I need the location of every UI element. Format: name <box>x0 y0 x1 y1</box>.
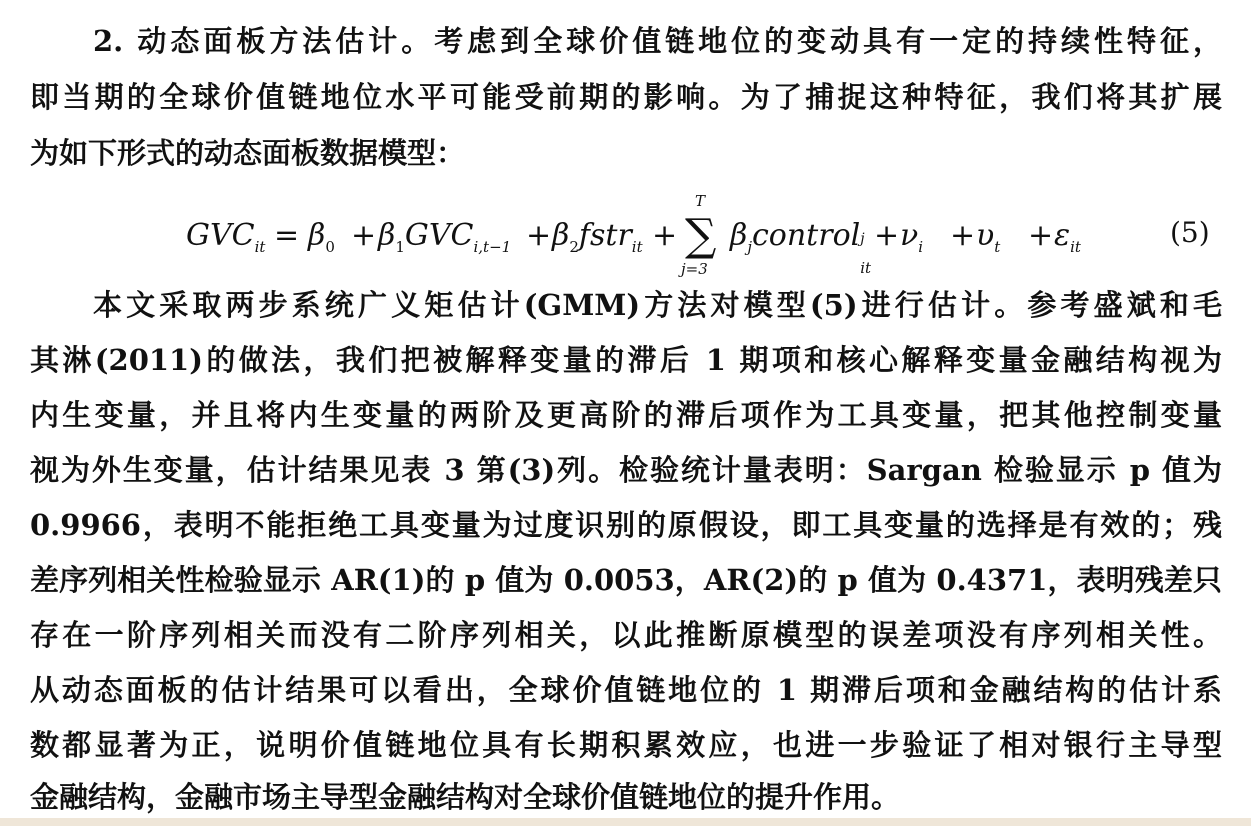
plus-sign: + <box>652 218 678 253</box>
nu-i: $\nu_i$ <box>900 218 924 256</box>
paragraph2-line-1: 本文采取两步系统广义矩估计(GMM)方法对模型(5)进行估计。参考盛斌和毛 <box>93 288 1222 322</box>
beta-2-fstr: $\beta_2fstr_{it}$ <box>552 218 643 256</box>
sum-lower-limit: j=3 <box>681 260 708 278</box>
plus-sign: + <box>1028 218 1054 253</box>
paragraph2-line-4: 视为外生变量，估计结果见表 3 第(3)列。检验统计量表明：Sargan 检验显示 p 值为 <box>30 453 1222 487</box>
paragraph1-line-1: 2. 动态面板方法估计。考虑到全球价值链地位的变动具有一定的持续性特征， <box>93 24 1222 58</box>
paragraph2-line-6: 差序列相关性检验显示 AR(1)的 p 值为 0.0053，AR(2)的 p 值为 0.4371，表明残差只 <box>30 563 1222 597</box>
paragraph1-line-3: 为如下形式的动态面板数据模型： <box>30 136 466 170</box>
sigma-symbol: ∑ <box>685 210 717 261</box>
plus-sign: + <box>526 218 552 253</box>
paragraph2-line-9: 数都显著为正，说明价值链地位具有长期积累效应，也进一步验证了相对银行主导型 <box>30 728 1222 762</box>
sum-upper-limit: T <box>695 192 706 210</box>
paragraph2-line-2: 其淋(2011)的做法，我们把被解释变量的滞后 1 期项和核心解释变量金融结构视为 <box>30 343 1222 377</box>
beta-j-control: $\beta_jcontrol$ j it <box>730 218 872 277</box>
beta-0: $\beta_0$ <box>308 218 335 256</box>
equals-sign: = <box>274 218 300 253</box>
beta-1-gvc-lag: $\beta_1GVC_{i,t-1}$ <box>378 218 512 256</box>
plus-sign: + <box>351 218 377 253</box>
equation-5 <box>186 192 1216 280</box>
equation-number: (5) <box>1170 216 1210 249</box>
equation-lhs: $GVC_{it}$ <box>186 218 266 256</box>
epsilon-it: $\varepsilon_{it}$ <box>1054 218 1081 256</box>
summation <box>681 192 725 280</box>
upsilon-t: $\upsilon_t$ <box>976 218 1001 256</box>
paragraph1-line-2: 即当期的全球价值链地位水平可能受前期的影响。为了捕捉这种特征，我们将其扩展 <box>30 80 1222 114</box>
paragraph2-line-5: 0.9966，表明不能拒绝工具变量为过度识别的原假设，即工具变量的选择是有效的；残 <box>30 508 1222 542</box>
plus-sign: + <box>950 218 976 253</box>
paragraph2-line-3: 内生变量，并且将内生变量的两阶及更高阶的滞后项作为工具变量，把其他控制变量 <box>30 398 1222 432</box>
paragraph2-line-10: 金融结构，金融市场主导型金融结构对全球价值链地位的提升作用。 <box>30 780 901 814</box>
paragraph2-line-7: 存在一阶序列相关而没有二阶序列相关，以此推断原模型的误差项没有序列相关性。 <box>30 618 1222 652</box>
paragraph2-line-8: 从动态面板的估计结果可以看出，全球价值链地位的 1 期滞后项和金融结构的估计系 <box>30 673 1222 707</box>
plus-sign: + <box>874 218 900 253</box>
page-bottom-edge <box>0 818 1251 826</box>
